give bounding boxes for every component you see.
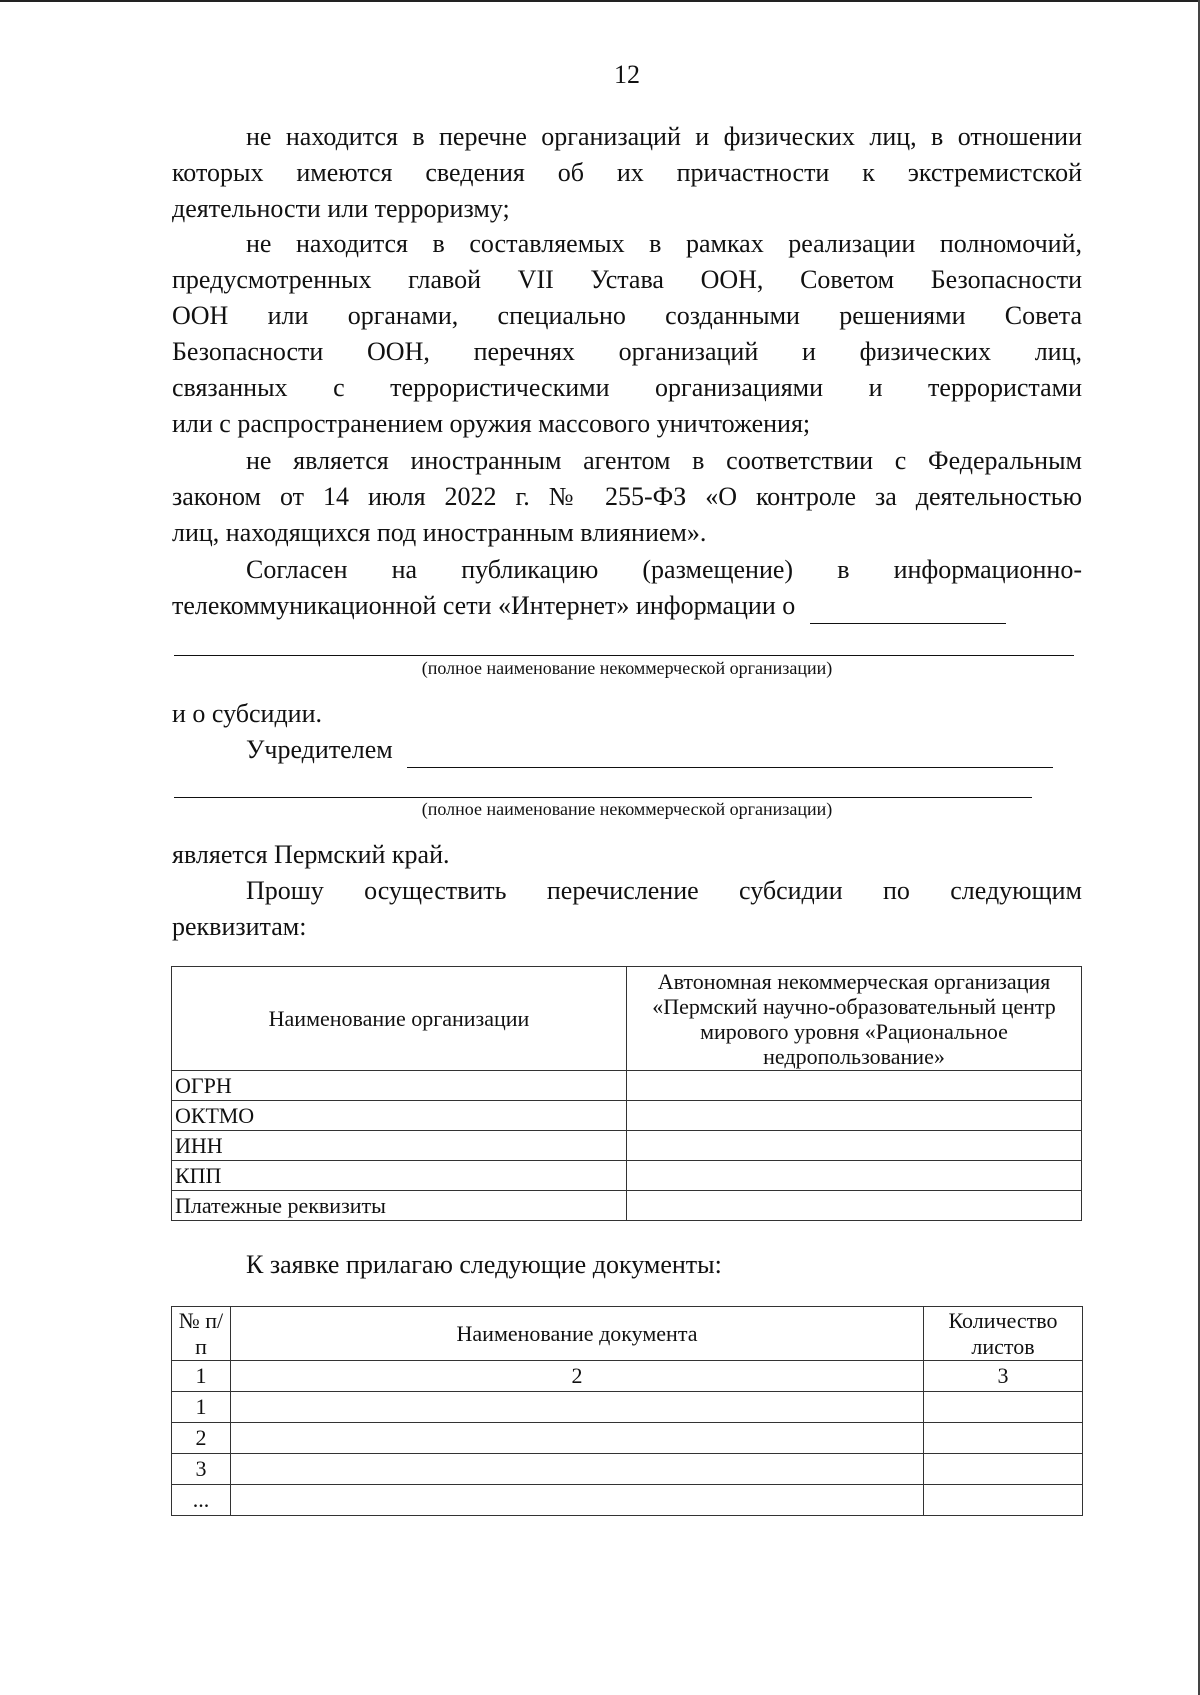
row-label: ИНН — [172, 1131, 627, 1161]
request-paragraph — [172, 873, 1082, 945]
row-label: ОГРН — [172, 1071, 627, 1101]
index-count: 3 — [924, 1361, 1083, 1392]
row-label: КПП — [172, 1161, 627, 1191]
table-row — [172, 1423, 1083, 1454]
table-row — [172, 1101, 1082, 1131]
index-name: 2 — [231, 1361, 924, 1392]
doc-name — [231, 1392, 924, 1423]
table-row — [172, 1191, 1082, 1221]
text-line: не находится в перечне организаций и физических лиц, в отношении — [246, 122, 1082, 151]
table-row — [172, 1131, 1082, 1161]
doc-count — [924, 1423, 1083, 1454]
text-line: законом от 14 июля 2022 г. № 255-ФЗ «О контроле за деятельностью — [172, 482, 1082, 511]
text-line: предусмотренных главой VII Устава ООН, Советом Безопасности — [172, 265, 1082, 294]
text-line: не находится в составляемых в рамках реализации полномочий, — [246, 229, 1082, 258]
founder-line — [172, 732, 1082, 768]
perm-line: является Пермский край. — [172, 840, 450, 869]
text-line: Согласен на публикацию (размещение) в информационно- — [246, 555, 1082, 584]
founder-fill-line — [407, 741, 1053, 768]
paragraph-3 — [172, 443, 1082, 551]
row-value — [627, 1161, 1082, 1191]
text-line: ООН или органами, специально созданными решениями Совета — [172, 301, 1082, 330]
row-value — [627, 1131, 1082, 1161]
row-value — [627, 1071, 1082, 1101]
attach-line — [172, 1247, 1082, 1283]
text-line: или с распространением оружия массового уничтожения; — [172, 409, 811, 438]
founder-name-fill-line — [174, 797, 1032, 798]
row-value — [627, 1101, 1082, 1131]
text-line: реквизитам: — [172, 912, 307, 941]
text-line: К заявке прилагаю следующие документы: — [246, 1250, 722, 1279]
requisites-table — [171, 966, 1082, 1221]
table-row — [172, 1485, 1083, 1516]
paragraph-1 — [172, 119, 1082, 227]
table-row — [172, 967, 1082, 1071]
doc-count — [924, 1392, 1083, 1423]
table-row — [172, 1307, 1083, 1361]
doc-num: 1 — [172, 1392, 231, 1423]
header-name: Наименование документа — [231, 1307, 924, 1361]
org-name-cell: Автономная некоммерческая организация «Пермский научно-образовательный центр мирового уровня «Рациональное недропользование» — [627, 967, 1082, 1071]
text-line — [172, 588, 1082, 624]
fill-line — [810, 597, 1006, 624]
doc-num: 2 — [172, 1423, 231, 1454]
row-label: ОКТМО — [172, 1101, 627, 1131]
row-value — [627, 1191, 1082, 1221]
text-line: лиц, находящихся под иностранным влиянием». — [172, 518, 707, 547]
org-name-fill-line — [174, 655, 1074, 656]
text-line: Безопасности ООН, перечнях организаций и физических лиц, — [172, 337, 1082, 366]
table-row — [172, 1071, 1082, 1101]
caption-founder: (полное наименование некоммерческой организации) — [421, 799, 833, 819]
scan-top-edge — [0, 0, 1200, 2]
founder-label: Учредителем — [246, 735, 393, 764]
text-line: которых имеются сведения об их причастности к экстремистской — [172, 158, 1082, 187]
doc-num: ... — [172, 1485, 231, 1516]
documents-table — [171, 1306, 1083, 1516]
doc-count — [924, 1485, 1083, 1516]
table-header-cell: Наименование организации — [172, 967, 627, 1071]
table-row — [172, 1161, 1082, 1191]
doc-num: 3 — [172, 1454, 231, 1485]
doc-name — [231, 1485, 924, 1516]
row-label: Платежные реквизиты — [172, 1191, 627, 1221]
table-row — [172, 1361, 1083, 1392]
paragraph-4 — [172, 552, 1082, 624]
paragraph-2 — [172, 226, 1082, 442]
text-line: Прошу осуществить перечисление субсидии по следующим — [246, 876, 1082, 905]
text-line-content: телекоммуникационной сети «Интернет» информации о — [172, 591, 796, 620]
subsidy-line: и о субсидии. — [172, 699, 323, 728]
table-row — [172, 1392, 1083, 1423]
text-line: связанных с террористическими организациями и террористами — [172, 373, 1082, 402]
doc-count — [924, 1454, 1083, 1485]
caption-org-name: (полное наименование некоммерческой организации) — [421, 658, 833, 678]
index-num: 1 — [172, 1361, 231, 1392]
header-num: № п/п — [172, 1307, 231, 1361]
text-line: не является иностранным агентом в соответствии с Федеральным — [246, 446, 1082, 475]
founder-row — [172, 732, 1082, 768]
doc-name — [231, 1454, 924, 1485]
table-row — [172, 1454, 1083, 1485]
header-count: Количество листов — [924, 1307, 1083, 1361]
page-number: 12 — [614, 60, 640, 89]
text-line: деятельности или терроризму; — [172, 194, 510, 223]
doc-name — [231, 1423, 924, 1454]
